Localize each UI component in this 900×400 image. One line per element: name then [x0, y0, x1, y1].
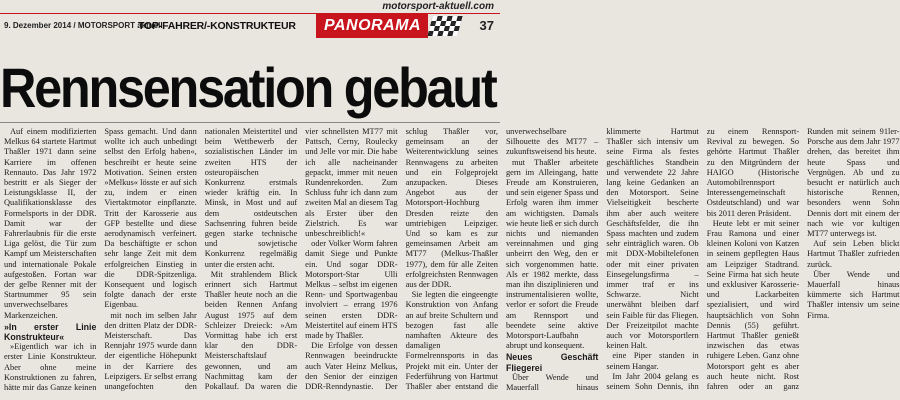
body-paragraph: »Eigentlich war ich in erster Linie Konstrukteur. Aber ohne meine Konstruktionen zu fahren, hätte mir das Ganze keinen Spass gemacht. Und dann wollte ich auch unbedingt selbst den Erfolg haben«, beschreibt er heute seine Motivation. Seinen ersten »Melkus« lösste er auf sich zu, indem er einen Viertaktmotor einpflanzte. Tritt der Karosserie aus GFP bestellte und diese aerodynamisch verfeinert. Da beschäftigte er schon sehr lange Zeit mit dem erfolgreichen Einstieg in die DDR-Spitzenliga. Konsequent und logisch folgte danach der erste Eigenbau. — [4, 127, 197, 393]
subhead: »In erster Linie Konstrukteur« — [4, 321, 97, 343]
body-paragraph: oder Volker Worm fahren damit Siege und Punkte ein. Und sogar DDR-Motorsport-Star Ulli Melkus – selbst im eigenen Renn- und Sportwagenbau involviert – errang 1976 seinen ersten DDR-Meistertitel auf einem HTS made by Thaßler. — [305, 239, 398, 341]
body-paragraph: Über Wende und Mauerfall hinaus klimmerte Hartmut Thaßler sich intensiv um seine Firma als festes geschäftliches Standbein und verwendete 22 Jahre lang keine Gedanken an den Motorsport. Seine Vielseitigkeit bescherte ihm aber auch weitere Geschäftsfelder, die ihn Spass machten und zudem sehr einträglich waren. Ob mit DDX-Mobiltelefonen oder mit einer privaten Einsegelungsfirma – immer traf er ins Schwarze. Nicht unerwähnt bleiben darf sein Faible für das Fliegen. Der Freizeitpilot machte auch vor Motorsportlern keinen Halt. — [505, 127, 699, 393]
body-paragraph: Auf sein Leben blickt Hartmut Thaßler zufrieden zurück. — [807, 239, 900, 269]
body-paragraph: Mit strahlendem Blick erinnert sich Hartmut Thaßler heute noch an die beiden Rennen Anfang August 1975 auf dem Schleizer Dreieck: »Am Vormittag habe ich erst klar den DDR-Meisterschaftslauf gewonnen, und am Nachmittag kam der Pokallauf. Da waren die vier schnellsten MT77 mit Pattsch, Cerny, Roulecky und Jelle vor mir. Die habe ich alle nacheinander gepackt, immer mit neuen Rundenrekorden. Zum Schluss fuhr ich dann zum zweiten Mal an diesem Tag als Erster über den Zielstrich. Es war unbeschreiblich!« — [204, 127, 398, 392]
body-paragraph: eine Piper standen in seinem Hangar. — [606, 351, 699, 371]
body-paragraph: mit noch im selben Jahr den dritten Platz der DDR-Meisterschaft. Das Rennjahr 1975 wurde dann der eigentliche Höhepunkt in der Karriere des Leipzigers. Er selbst errang unangefochten den nationalen Meistertitel und beim Wettbewerb der sozialistischen Länder im zweiten HTS der osteuropäischen Konkurrenz erstmals wieder kräftig ein. In Minsk, in Most und auf dem ostdeutschen Sachsenring fuhren beide gegen starke technische und sowjetische Konkurrenz regelmäßig unter die ersten acht. — [104, 127, 298, 392]
headline-divider — [0, 122, 500, 123]
body-paragraph: Auf einem modifizierten Melkus 64 startete Hartmut Thaßler 1971 dann seine Karriere im offenen Rennauto. Das Jahr 1972 bestritt er als Sieger der Leistungsklasse II, der Qualifikationsklasse des Formelsports in der DDR. Damit war der Fahrerlaubnis für die erste Liga gelöst, die Tür zum Kampf um Meisterschaften und internationale Pokale aufgestoßen. Fortan war der gelbe Renner mit der Startnummer 95 sein unverwechselbares Markenzeichen. — [4, 127, 97, 320]
body-paragraph: Im Jahr 2004 gelang es seinem Sohn Dennis, ihn zu einem Rennsport-Revival zu bewegen. So gehörte Hartmut Thaßler zu den Mitgründern der HAIGO (Historische Automobilrennsport Interessengemeinschaft Ostdeutschland) und war bis 2011 deren Präsident. — [606, 127, 800, 392]
header-top-strip — [0, 0, 500, 13]
body-paragraph: Über Wende und Mauerfall hinaus kümmerte sich Hartmut Thaßler intensiv um seine Firma. — [807, 269, 900, 320]
article-body — [4, 127, 900, 400]
body-paragraph: Die Erfolge von dessen Rennwagen beeindruckte auch Vater Heinz Melkus, den Senior der einzigen DDR-Renndynastie. Der schlug Thaßler vor, gemeinsam an der Weiterentwicklung seines Rennwagens zu arbeiten und ein Folgeprojekt anzupacken. Dieses Angebot aus der Motorsport-Hochburg Dresden reizte den umtriebigen Leipziger. Und so kam es zur gemeinsamen Arbeit am MT77 (Melkus-Thaßler 1977), dem für alle Zeiten erfolgreichsten Rennwagen aus der DDR. — [305, 127, 498, 392]
body-paragraph: mut Thaßler arbeitete gern im Alleingang, hatte Freude am Konstruieren, und sein eigener Spass und Erfolg waren ihm immer am wichtigsten. Damals wie heute ließ er sich durch nichts und niemanden vereinnahmen und ging unbeirrt den Weg, den er sich vorgenommen hatte. Als er 1982 merkte, dass man ihn disziplinieren und instrumentalisieren wollte, verlor er sofort die Freude am Rennsport und beendete seine aktive Motorsport-Laufbahn abrupt und konsequent. — [505, 157, 599, 351]
page-number: 37 — [479, 18, 494, 33]
body-paragraph: Sie legten die eingeengte Konstruktion von Anfang an auf breite Schultern und bezogen fast alle namhaften Akteure des damaligen Formelrennsports in das Projekt mit ein. Unter der Federführung von Hartmut Thaßler aber entstand die unverwechselbare Silhouette des MT77 – zukunftsweisend bis heute. — [405, 127, 599, 392]
issue-date: 9. Dezember 2014 / MOTORSPORT aktuell — [4, 21, 163, 30]
site-url[interactable]: motorsport-aktuell.com — [382, 1, 494, 12]
checkered-flag-icon — [427, 16, 462, 36]
body-paragraph: Heute lebt er mit seiner Frau Ramona und einer kleinen Koloni von Katzen in seinem gepflegten Haus am Leipziger Stadtrand. Seine Firma hat sich heute und exklusiver Karosserie- und Lackarbeiten spezialisiert, und wird hauptsächlich von Sohn Dennis (55) geführt. Hartmut Thaßler genießt inzwischen das etwas ruhigere Leben. Ganz ohne Motorsport geht es aber auch heute nicht. Rost fahren oder an ganz Runden mit seinem 91ler-Porsche aus dem Jahr 1977 drehen, das bereitet ihm heute Spass und Vergnügen. Ab und zu besucht er natürlich auch historische Rennen, besonders wenn Sohn Dennis dort mit einem der nach wie vor kultigen MT77 unterwegs ist. — [706, 127, 900, 392]
panorama-banner — [316, 14, 428, 38]
header-bar — [0, 14, 500, 40]
subhead: Neues Geschäft Fliegerei — [505, 352, 599, 373]
article-headline: Rennsensation gebaut — [0, 56, 496, 119]
panorama-label: PANORAMA — [324, 17, 422, 34]
section-label: TOP-FAHRER/-KONSTRUKTEUR — [138, 20, 296, 32]
